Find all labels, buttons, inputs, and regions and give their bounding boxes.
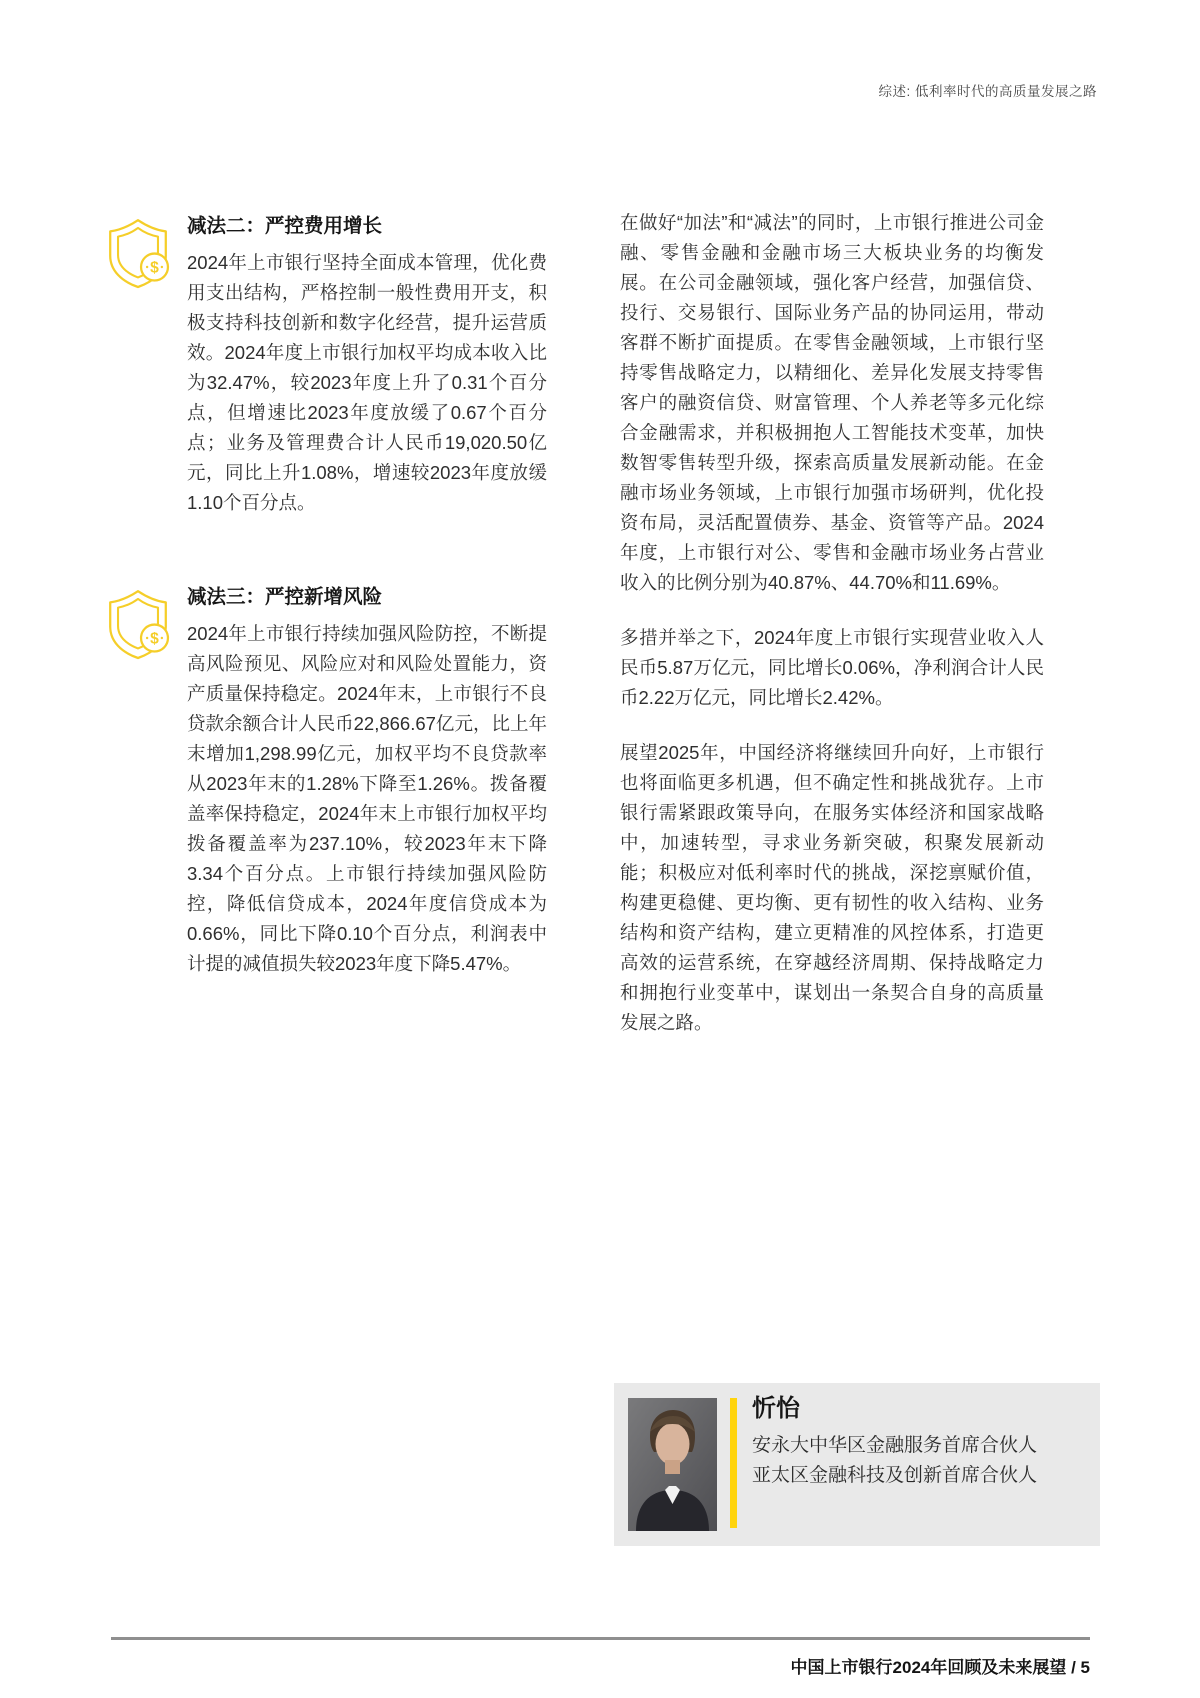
section-risk-control bbox=[105, 584, 547, 979]
paragraph: 在做好“加法”和“减法”的同时，上市银行推进公司金融、零售金融和金融市场三大板块业务的均衡发展。在公司金融领域，强化客户经营，加强信贷、投行、交易银行、国际业务产品的协同运用，带动客群不断扩面提质。在零售金融领域，上市银行坚持零售战略定力，以精细化、差异化发展支持零售客户的融资信贷、财富管理、个人养老等多元化综合金融需求，并积极拥抱人工智能技术变革，加快数智零售转型升级，探索高质量发展新动能。在金融市场业务领域，上市银行加强市场研判，优化投资布局，灵活配置债券、基金、资管等产品。2024年度，上市银行对公、零售和金融市场业务占营业收入的比例分别为40.87%、44.70%和11.69%。 bbox=[620, 212, 1044, 593]
section-cost-control bbox=[105, 213, 547, 518]
yellow-accent-bar bbox=[730, 1398, 737, 1528]
section-paragraph: 2024年上市银行坚持全面成本管理，优化费用支出结构，严格控制一般性费用开支，积极支持科技创新和数字化经营，提升运营质效。2024年度上市银行加权平均成本收入比为32.47%，较2023年度上升了0.31个百分点，但增速比2023年度放缓了0.67个百分点；业务及管理费合计人民币19,020.50亿元，同比上升1.08%，增速较2023年度放缓1.10个百分点。 bbox=[187, 252, 547, 513]
partner-info bbox=[752, 1393, 1092, 1491]
partner-title: 安永大中华区金融服务首席合伙人 bbox=[752, 1435, 1038, 1456]
section-heading: 减法二：严控费用增长 bbox=[187, 215, 383, 237]
shield-dollar-icon bbox=[105, 584, 187, 979]
partner-title: 亚太区金融科技及创新首席合伙人 bbox=[752, 1465, 1038, 1486]
partner-name: 忻怡 bbox=[752, 1395, 800, 1422]
paragraph: 多措并举之下，2024年度上市银行实现营业收入人民币5.87万亿元，同比增长0.06%，净利润合计人民币2.22万亿元，同比增长2.42%。 bbox=[620, 627, 1044, 708]
section-heading: 减法三：严控新增风险 bbox=[187, 586, 383, 608]
shield-dollar-icon bbox=[105, 213, 187, 518]
left-column bbox=[105, 213, 547, 979]
footer-page-label: 中国上市银行2024年回顾及未来展望 / 5 bbox=[790, 1658, 1090, 1677]
partner-profile-card bbox=[614, 1383, 1100, 1546]
svg-text:$: $ bbox=[150, 630, 159, 648]
running-header: 综述: 低利率时代的高质量发展之路 bbox=[878, 84, 1097, 99]
right-column bbox=[620, 208, 1044, 1063]
footer-divider bbox=[111, 1637, 1090, 1640]
section-body bbox=[187, 584, 547, 979]
svg-text:$: $ bbox=[150, 259, 159, 277]
section-body bbox=[187, 213, 547, 518]
section-paragraph: 2024年上市银行持续加强风险防控，不断提高风险预见、风险应对和风险处置能力，资产质量保持稳定。2024年末，上市银行不良贷款余额合计人民币22,866.67亿元，比上年末增加1,298.99亿元，加权平均不良贷款率从2023年末的1.28%下降至1.26%。拨备覆盖率保持稳定，2024年末上市银行加权平均拨备覆盖率为237.10%，较2023年末下降3.34个百分点。上市银行持续加强风险防控，降低信贷成本，2024年度信贷成本为0.66%，同比下降0.10个百分点，利润表中计提的减值损失较2023年度下降5.47%。 bbox=[187, 623, 547, 974]
partner-photo bbox=[628, 1398, 717, 1531]
paragraph: 展望2025年，中国经济将继续回升向好，上市银行也将面临更多机遇，但不确定性和挑战犹存。上市银行需紧跟政策导向，在服务实体经济和国家战略中，加速转型，寻求业务新突破，积聚发展新动能；积极应对低利率时代的挑战，深挖禀赋价值，构建更稳健、更均衡、更有韧性的收入结构、业务结构和资产结构，建立更精准的风控体系，打造更高效的运营系统，在穿越经济周期、保持战略定力和拥抱行业变革中，谋划出一条契合自身的高质量发展之路。 bbox=[620, 742, 1044, 1033]
